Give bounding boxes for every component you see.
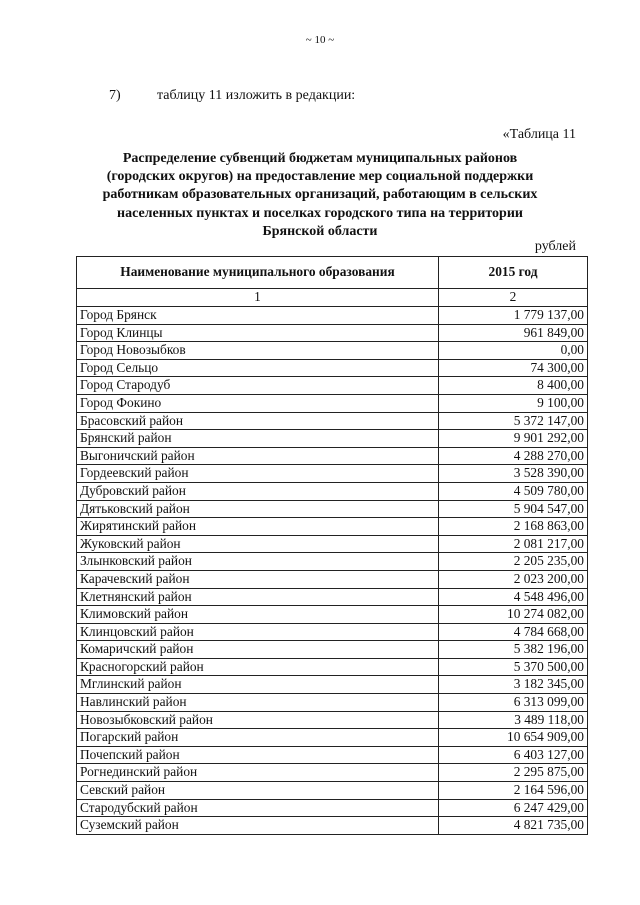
- amount-2015: 6 313 099,00: [439, 694, 588, 712]
- table-row: [77, 799, 588, 817]
- table-row: [77, 482, 588, 500]
- table-row: [77, 641, 588, 659]
- municipality-name: Погарский район: [77, 729, 439, 747]
- table-row: [77, 377, 588, 395]
- amount-2015: 2 295 875,00: [439, 764, 588, 782]
- amendment-item: [109, 88, 355, 104]
- municipality-name: Жирятинский район: [77, 518, 439, 536]
- column-header-year: 2015 год: [439, 257, 588, 289]
- amount-2015: 0,00: [439, 342, 588, 360]
- municipality-name: Климовский район: [77, 606, 439, 624]
- municipality-name: Суземский район: [77, 817, 439, 835]
- amount-2015: 4 288 270,00: [439, 447, 588, 465]
- table-row: [77, 711, 588, 729]
- table-row: [77, 606, 588, 624]
- title-line: работникам образовательных организаций, работающим в сельских: [102, 187, 538, 203]
- amount-2015: 4 509 780,00: [439, 482, 588, 500]
- municipality-name: Карачевский район: [77, 570, 439, 588]
- page-number: ~ 10 ~: [305, 34, 335, 46]
- amount-2015: 5 382 196,00: [439, 641, 588, 659]
- amount-2015: 6 247 429,00: [439, 799, 588, 817]
- amount-2015: 4 821 735,00: [439, 817, 588, 835]
- municipality-name: Красногорский район: [77, 658, 439, 676]
- municipality-name: Дубровский район: [77, 482, 439, 500]
- table-row: [77, 394, 588, 412]
- table-row: [77, 588, 588, 606]
- amount-2015: 3 182 345,00: [439, 676, 588, 694]
- table-row: [77, 342, 588, 360]
- amount-2015: 10 274 082,00: [439, 606, 588, 624]
- table-row: [77, 694, 588, 712]
- municipality-name: Комаричский район: [77, 641, 439, 659]
- amount-2015: 2 168 863,00: [439, 518, 588, 536]
- amount-2015: 4 784 668,00: [439, 623, 588, 641]
- amount-2015: 2 081 217,00: [439, 535, 588, 553]
- municipality-name: Жуковский район: [77, 535, 439, 553]
- title-line: населенных пунктах и поселках городского типа на территории: [117, 205, 523, 221]
- municipality-name: Навлинский район: [77, 694, 439, 712]
- municipality-name: Город Сельцо: [77, 359, 439, 377]
- municipality-name: Дятьковский район: [77, 500, 439, 518]
- municipality-name: Стародубский район: [77, 799, 439, 817]
- table-row: [77, 764, 588, 782]
- amount-2015: 74 300,00: [439, 359, 588, 377]
- municipality-name: Выгоничский район: [77, 447, 439, 465]
- municipality-name: Клетнянский район: [77, 588, 439, 606]
- table-header-row: [77, 257, 588, 289]
- amount-2015: 9 901 292,00: [439, 430, 588, 448]
- amount-2015: 10 654 909,00: [439, 729, 588, 747]
- amount-2015: 3 528 390,00: [439, 465, 588, 483]
- municipality-name: Город Клинцы: [77, 324, 439, 342]
- item-number: 7): [109, 88, 121, 103]
- municipality-name: Брянский район: [77, 430, 439, 448]
- table-row: [77, 729, 588, 747]
- table-row: [77, 465, 588, 483]
- table-row: [77, 447, 588, 465]
- title-line: Распределение субвенций бюджетам муниципальных районов: [122, 151, 518, 166]
- amount-2015: 9 100,00: [439, 394, 588, 412]
- table-row: [77, 746, 588, 764]
- amount-2015: 5 904 547,00: [439, 500, 588, 518]
- table-row: [77, 359, 588, 377]
- municipality-name: Брасовский район: [77, 412, 439, 430]
- column-number: 1: [77, 289, 439, 307]
- municipality-name: Город Стародуб: [77, 377, 439, 395]
- municipality-name: Севский район: [77, 782, 439, 800]
- column-number: 2: [439, 289, 588, 307]
- table-row: [77, 782, 588, 800]
- amount-2015: 961 849,00: [439, 324, 588, 342]
- table-row: [77, 518, 588, 536]
- amount-2015: 4 548 496,00: [439, 588, 588, 606]
- column-number-row: [77, 289, 588, 307]
- municipality-name: Гордеевский район: [77, 465, 439, 483]
- subvention-table: [76, 256, 588, 835]
- amount-2015: 5 372 147,00: [439, 412, 588, 430]
- table-row: [77, 553, 588, 571]
- municipality-name: Мглинский район: [77, 676, 439, 694]
- municipality-name: Почепский район: [77, 746, 439, 764]
- table-row: [77, 658, 588, 676]
- municipality-name: Рогнединский район: [77, 764, 439, 782]
- municipality-name: Злынковский район: [77, 553, 439, 571]
- table-row: [77, 430, 588, 448]
- title-line: Брянской области: [262, 223, 378, 239]
- amount-2015: 1 779 137,00: [439, 307, 588, 325]
- municipality-name: Город Новозыбков: [77, 342, 439, 360]
- units-label: рублей: [534, 239, 576, 254]
- municipality-name: Новозыбковский район: [77, 711, 439, 729]
- table-row: [77, 817, 588, 835]
- document-title: [70, 150, 570, 241]
- municipality-name: Город Фокино: [77, 394, 439, 412]
- table-row: [77, 570, 588, 588]
- table-row: [77, 324, 588, 342]
- municipality-name: Клинцовский район: [77, 623, 439, 641]
- amount-2015: 2 023 200,00: [439, 570, 588, 588]
- amount-2015: 2 164 596,00: [439, 782, 588, 800]
- table-row: [77, 535, 588, 553]
- amount-2015: 5 370 500,00: [439, 658, 588, 676]
- table-row: [77, 623, 588, 641]
- table-row: [77, 412, 588, 430]
- column-header-name: Наименование муниципального образования: [77, 257, 439, 289]
- amount-2015: 2 205 235,00: [439, 553, 588, 571]
- table-row: [77, 500, 588, 518]
- table-row: [77, 676, 588, 694]
- amount-2015: 8 400,00: [439, 377, 588, 395]
- table-row: [77, 307, 588, 325]
- amount-2015: 6 403 127,00: [439, 746, 588, 764]
- table-reference: «Таблица 11: [502, 127, 576, 142]
- title-line: (городских округов) на предоставление мер социальной поддержки: [106, 169, 534, 185]
- amount-2015: 3 489 118,00: [439, 711, 588, 729]
- municipality-name: Город Брянск: [77, 307, 439, 325]
- item-text: таблицу 11 изложить в редакции:: [157, 88, 356, 103]
